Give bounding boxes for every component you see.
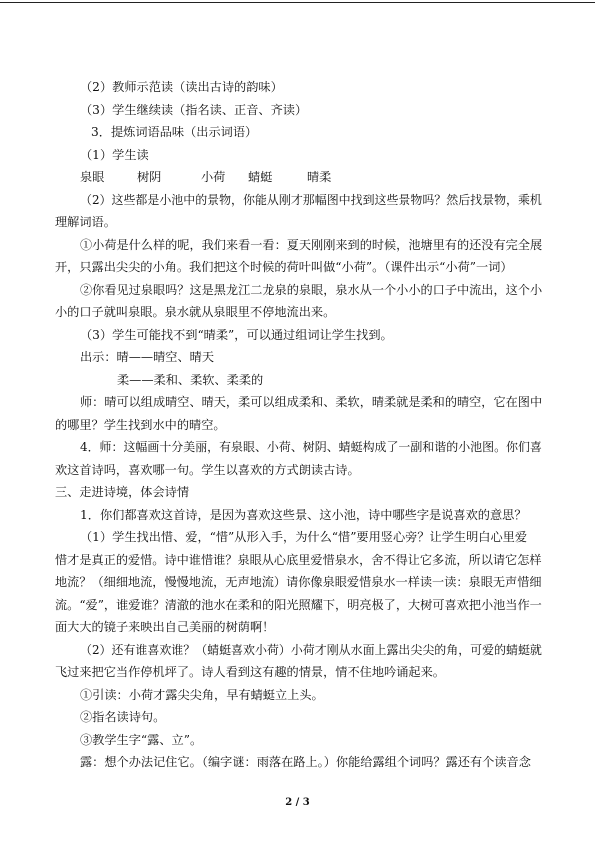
text-line: （3）学生可能找不到“晴柔”，可以通过组词让学生找到。 (80, 328, 393, 342)
text-line: ②指名读诗句。 (80, 710, 166, 724)
word-item: 树阴 (137, 170, 162, 184)
text-line: 开，只露出尖尖的小角。我们把这个时候的荷叶叫做“小荷”。（课件出示“小荷”一词） (55, 260, 513, 274)
text-line: （2）还有谁喜欢谁？（蜻蜓喜欢小荷）小荷才刚从水面上露出尖尖的角，可爱的蜻蜓就 (80, 643, 542, 657)
text-line: 出示：晴——晴空、晴天 (80, 350, 215, 364)
text-line: 面大大的镜子来映出自己美丽的树荫啊！ (55, 620, 275, 634)
text-line: 4．师：这幅画十分美丽，有泉眼、小荷、树阴、蜻蜓构成了一副和谐的小池图。你们喜 (80, 440, 542, 454)
text-line: 欢这首诗吗，喜欢哪一句。学生以喜欢的方式朗读古诗。 (55, 463, 360, 477)
text-line: （2）这些都是小池中的景物，你能从刚才那幅图中找到这些景物吗？然后找景物，乘机 (80, 193, 542, 207)
text-line: （1）学生找出惜、爱，“惜”从形入手，为什么“惜”要用竖心旁？让学生明白心里爱 (80, 530, 528, 544)
text-line: 3．提炼词语品味（出示词语） (91, 125, 258, 139)
word-list (80, 170, 380, 184)
word-item: 蜻蜓 (248, 170, 273, 184)
word-item: 泉眼 (80, 170, 105, 184)
text-line: （3）学生继续读（指名读、正音、齐读） (80, 103, 308, 117)
text-line: 师：晴可以组成晴空、晴天，柔可以组成柔和、柔软，晴柔就是柔和的晴空，它在图中 (80, 395, 543, 409)
section-heading: 三、走进诗境，体会诗情 (55, 485, 190, 499)
text-line: （2）教师示范读（读出古诗的韵味） (80, 80, 283, 94)
page-number: 2 / 3 (285, 797, 310, 808)
text-line: 飞过来把它当作停机坪了。诗人看到这有趣的情景，情不住地吟诵起来。 (55, 665, 445, 679)
text-line: 惜才是真正的爱惜。诗中谁惜谁？泉眼从心底里爱惜泉水，舍不得让它多流，所以请它怎样 (55, 553, 542, 567)
text-line: 的哪里？学生找到水中的晴空。 (55, 418, 226, 432)
text-line: （1）学生读 (80, 148, 149, 162)
text-line: 露：想个办法记住它。（编字谜：雨落在路上。）你能给露组个词吗？露还有个读音念 (80, 755, 531, 769)
word-item: 晴柔 (307, 170, 332, 184)
text-line: ①引读：小荷才露尖尖角，早有蜻蜓立上头。 (80, 688, 324, 702)
top-rule (0, 2, 595, 3)
text-line: 柔——柔和、柔软、柔柔的 (117, 373, 264, 387)
text-line: ①小荷是什么样的呢，我们来看一看：夏天刚刚来到的时候，池塘里有的还没有完全展 (80, 238, 543, 252)
text-line: 地流？（细细地流，慢慢地流，无声地流）请你像泉眼爱惜泉水一样读一读：泉眼无声惜细 (55, 575, 542, 589)
text-line: ②你看见过泉眼吗？这是黑龙江二龙泉的泉眼，泉水从一个小小的口子中流出，这个小 (80, 283, 543, 297)
text-line: 流。“爱”，谁爱谁？清澈的池水在柔和的阳光照耀下，明亮极了，大树可喜欢把小池当作一 (55, 598, 542, 612)
word-item: 小荷 (201, 170, 226, 184)
text-line: 小的口子就叫泉眼。泉水就从泉眼里不停地流出来。 (55, 305, 336, 319)
text-line: ③教学生字“露、立”。 (80, 733, 203, 747)
text-line: 1．你们都喜欢这首诗，是因为喜欢这些景、这小池，诗中哪些字是说喜欢的意思？ (80, 508, 527, 522)
text-line: 理解词语。 (55, 215, 116, 229)
